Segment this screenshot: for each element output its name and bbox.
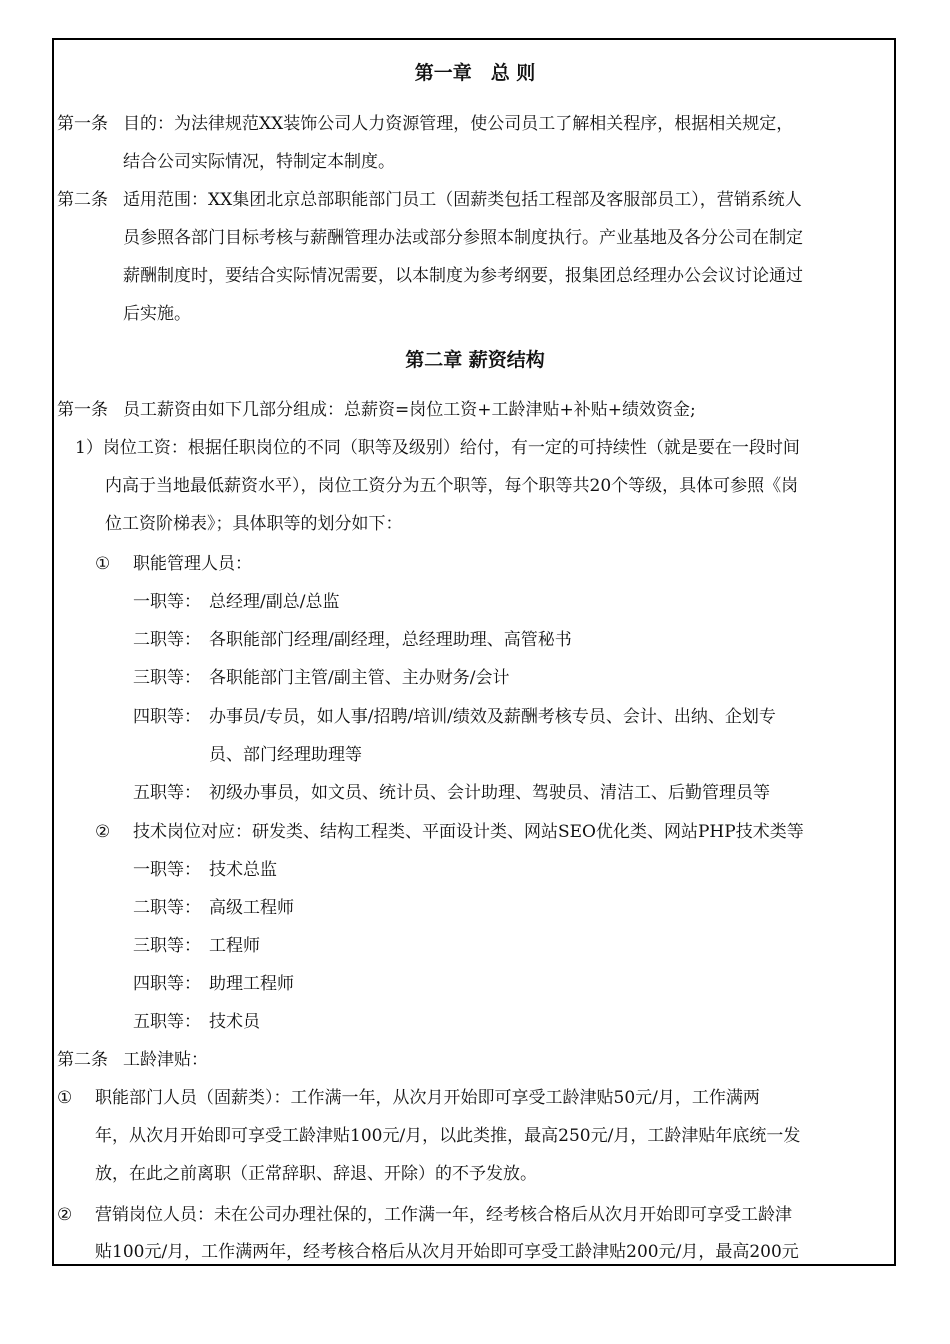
mgmt-grade-1: 总经理/副总/总监 [209, 592, 340, 612]
article-2-text-line-3: 薪酬制度时，要结合实际情况需要，以本制度为参考纲要，报集团总经理办公会议讨论通过 [123, 266, 803, 286]
mgmt-grade-4-label: 四职等： [133, 707, 201, 727]
mgmt-grade-2: 各职能部门经理/副经理，总经理助理、高管秘书 [209, 630, 572, 650]
tech-grade-3-label: 三职等： [133, 936, 201, 956]
seniority-1-line-1: 职能部门人员（固薪类）：工作满一年，从次月开始即可享受工龄津贴50元/月，工作满两 [95, 1088, 760, 1108]
mgmt-grade-5-label: 五职等： [133, 783, 201, 803]
ch2-article-1-label: 第一条 [57, 400, 108, 420]
tech-grade-3: 工程师 [209, 936, 260, 956]
seniority-2-marker: ② [57, 1205, 73, 1225]
tech-grade-5: 技术员 [209, 1012, 260, 1032]
position-salary-line-2: 内高于当地最低薪资水平），岗位工资分为五个职等，每个职等共20个等级，具体可参照《岗 [105, 476, 799, 496]
tech-grade-1: 技术总监 [209, 860, 277, 880]
article-2-text-line-1: 适用范围：XX集团北京总部职能部门员工（固薪类包括工程部及客服部员工），营销系统人 [123, 190, 802, 210]
tech-grade-4-label: 四职等： [133, 974, 201, 994]
tech-title: 技术岗位对应：研发类、结构工程类、平面设计类、网站SEO优化类、网站PHP技术类等 [133, 822, 804, 842]
mgmt-grade-4-line-2: 员、部门经理助理等 [209, 745, 362, 765]
article-1-text-line-1: 目的：为法律规范XX装饰公司人力资源管理，使公司员工了解相关程序，根据相关规定， [123, 114, 794, 134]
article-2-label: 第二条 [57, 190, 108, 210]
tech-marker: ② [95, 822, 111, 842]
ch2-article-2-label: 第二条 [57, 1050, 108, 1070]
chapter-1-title: 第一章 总 则 [414, 62, 536, 84]
mgmt-grade-2-label: 二职等： [133, 630, 201, 650]
tech-grade-2: 高级工程师 [209, 898, 294, 918]
mgmt-grade-1-label: 一职等： [133, 592, 201, 612]
seniority-1-line-3: 放，在此之前离职（正常辞职、辞退、开除）的不予发放。 [95, 1164, 537, 1184]
article-2-text-line-4: 后实施。 [123, 304, 191, 324]
tech-grade-1-label: 一职等： [133, 860, 201, 880]
article-2-text-line-2: 员参照各部门目标考核与薪酬管理办法或部分参照本制度执行。产业基地及各分公司在制定 [123, 228, 803, 248]
article-1-text-line-2: 结合公司实际情况，特制定本制度。 [123, 152, 395, 172]
management-marker: ① [95, 554, 111, 574]
tech-grade-4: 助理工程师 [209, 974, 294, 994]
tech-grade-5-label: 五职等： [133, 1012, 201, 1032]
article-1-label: 第一条 [57, 114, 108, 134]
position-salary-line-1: 1）岗位工资：根据任职岗位的不同（职等及级别）给付，有一定的可持续性（就是要在一段时间 [75, 438, 800, 458]
chapter-2-title: 第二章 薪资结构 [405, 349, 545, 371]
mgmt-grade-3: 各职能部门主管/副主管、主办财务/会计 [209, 668, 510, 688]
ch2-article-2-text: 工龄津贴： [123, 1050, 208, 1070]
tech-grade-2-label: 二职等： [133, 898, 201, 918]
mgmt-grade-3-label: 三职等： [133, 668, 201, 688]
management-title: 职能管理人员： [133, 554, 252, 574]
seniority-2-line-1: 营销岗位人员：未在公司办理社保的，工作满一年，经考核合格后从次月开始即可享受工龄津 [95, 1205, 792, 1225]
ch2-article-1-text: 员工薪资由如下几部分组成：总薪资=岗位工资+工龄津贴+补贴+绩效资金; [123, 400, 696, 420]
seniority-1-marker: ① [57, 1088, 73, 1108]
document-frame [52, 38, 896, 1266]
seniority-1-line-2: 年，从次月开始即可享受工龄津贴100元/月，以此类推，最高250元/月，工龄津贴年底统一发 [95, 1126, 801, 1146]
mgmt-grade-5: 初级办事员，如文员、统计员、会计助理、驾驶员、清洁工、后勤管理员等 [209, 783, 770, 803]
mgmt-grade-4-line-1: 办事员/专员，如人事/招聘/培训/绩效及薪酬考核专员、会计、出纳、企划专 [209, 707, 776, 727]
seniority-2-line-2: 贴100元/月，工作满两年，经考核合格后从次月开始即可享受工龄津贴200元/月，最高200元 [95, 1242, 799, 1262]
position-salary-line-3: 位工资阶梯表》；具体职等的划分如下： [105, 514, 403, 534]
